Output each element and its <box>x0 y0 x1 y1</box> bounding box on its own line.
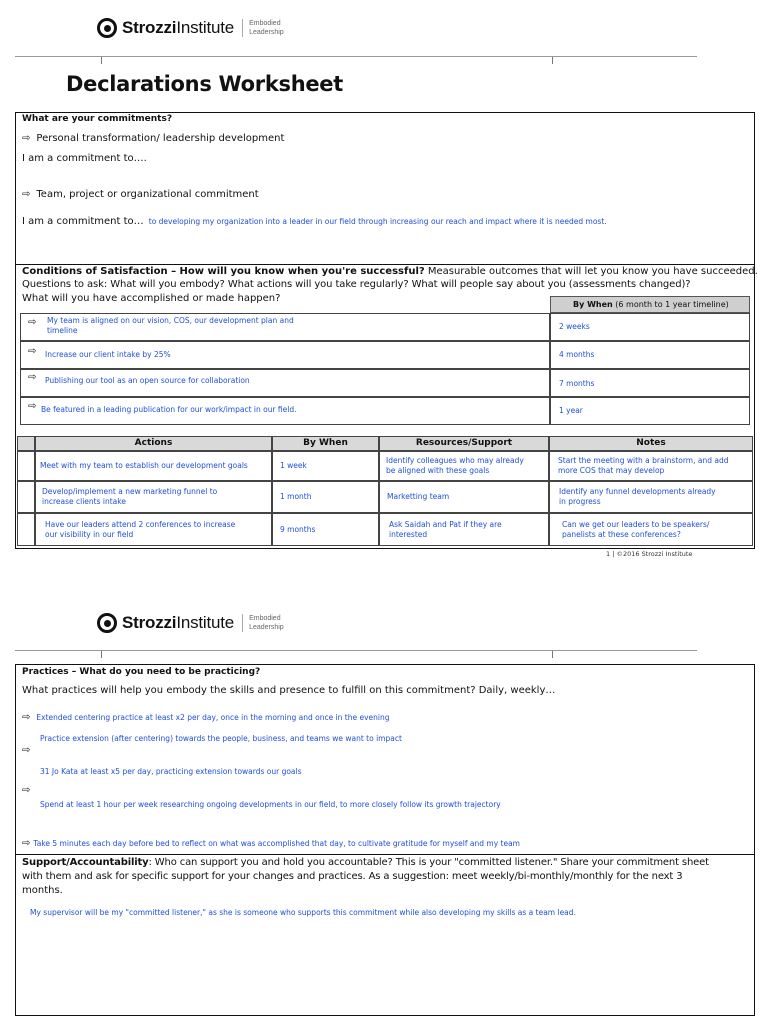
arrow-right-icon: ⇨ <box>28 346 37 357</box>
condition-row <box>20 341 550 369</box>
support-line-2: with them and ask for specific support for your changes and practices. As a suggestion: meet weekly/bi-monthly/monthly for the next 3 <box>22 871 683 882</box>
support-heading: Support/Accountability: Who can support you and hold you accountable? This is your "committed listener." Share your commitment sheet <box>22 857 709 868</box>
team-commitment-line <box>22 209 607 228</box>
logo-tagline: Embodied Leadership <box>242 614 284 632</box>
strozzi-logo <box>97 613 284 633</box>
logo-brand-regular: Institute <box>176 18 235 37</box>
note-cell: Identify any funnel developments already in progress <box>549 481 753 513</box>
logo-brand-bold: Strozzi <box>122 18 177 37</box>
team-commitment-answer: to developing my organization into a leader in our field through increasing our reach and impact where it is needed most. <box>148 217 607 226</box>
logo-circle-icon <box>97 18 117 38</box>
team-commitment-label: ⇨ Team, project or organizational commitment <box>22 189 259 200</box>
commitments-heading: What are your commitments? <box>22 114 173 124</box>
header-rule <box>15 650 697 651</box>
logo-tagline: Embodied Leadership <box>242 19 284 37</box>
arrow-right-icon: ⇨ <box>28 372 37 383</box>
arrow-right-icon: ⇨ <box>22 712 31 723</box>
notes-header: Notes <box>549 436 753 451</box>
arrow-right-icon: ⇨ <box>28 317 37 328</box>
condition-row <box>20 369 550 397</box>
condition-text: My team is aligned on our vision, COS, our development plan and <box>47 316 294 325</box>
action-cell: Develop/implement a new marketing funnel to increase clients intake <box>35 481 272 513</box>
condition-row <box>20 397 550 425</box>
practice-item: 31 Jo Kata at least x5 per day, practicing extension towards our goals <box>40 767 302 776</box>
logo-brand-regular: Institute <box>176 613 235 632</box>
note-cell: Start the meeting with a brainstorm, and add more COS that may develop <box>549 451 753 481</box>
arrow-right-icon: ⇨ <box>22 133 31 144</box>
condition-when: 7 months <box>550 369 750 397</box>
arrow-right-icon: ⇨ <box>22 189 31 200</box>
practices-heading: Practices – What do you need to be practicing? <box>22 667 261 677</box>
header-rule <box>15 56 697 57</box>
strozzi-logo <box>97 18 284 38</box>
resource-cell: Identify colleagues who may already be aligned with these goals <box>379 451 549 481</box>
page-footer: 1 | ©2016 Strozzi Institute <box>606 550 693 558</box>
action-when-cell: 9 months <box>272 513 379 546</box>
practice-item: ⇨ Extended centering practice at least x2 per day, once in the morning and once in the evening <box>22 712 390 723</box>
condition-text: Increase our client intake by 25% <box>45 350 171 359</box>
actions-header: Actions <box>35 436 272 451</box>
conditions-questions: Questions to ask: What will you embody? What actions will you take regularly? What will people say about you (assessments changed)? <box>22 279 691 290</box>
action-when-cell: 1 week <box>272 451 379 481</box>
team-commitment-prompt: I am a commitment to… <box>22 216 144 227</box>
condition-text: timeline <box>47 326 78 335</box>
conditions-heading: Conditions of Satisfaction – How will you know when you're successful? Measurable outcomes that will let you know you have succeeded. <box>22 266 758 277</box>
condition-row <box>20 313 550 341</box>
support-answer: My supervisor will be my "committed listener," as she is someone who supports this commitment while also developing my skills as a team lead. <box>30 908 576 917</box>
action-when-cell: 1 month <box>272 481 379 513</box>
support-line-3: months. <box>22 885 63 896</box>
practice-item: Spend at least 1 hour per week researching ongoing developments in our field, to more closely follow its growth trajectory <box>40 800 501 809</box>
action-cell: Meet with my team to establish our development goals <box>35 451 272 481</box>
header-tick <box>101 651 102 658</box>
condition-text: Be featured in a leading publication for our work/impact in our field. <box>41 405 297 414</box>
personal-commitment-label: ⇨ Personal transformation/ leadership development <box>22 133 285 144</box>
condition-text: Publishing our tool as an open source for collaboration <box>45 376 250 385</box>
arrow-right-icon: ⇨ <box>22 745 31 756</box>
practice-item: Practice extension (after centering) towards the people, business, and teams we want to impact <box>40 734 402 743</box>
conditions-accomplished: What will you have accomplished or made happen? <box>22 293 281 304</box>
practices-prompt: What practices will help you embody the skills and presence to fulfill on this commitment? Daily, weekly… <box>22 685 556 696</box>
condition-when: 1 year <box>550 397 750 425</box>
by-when-column-header: By When <box>272 436 379 451</box>
arrow-right-icon: ⇨ <box>22 785 31 796</box>
action-cell: Have our leaders attend 2 conferences to increase our visibility in our field <box>35 513 272 546</box>
arrow-right-icon: ⇨ <box>28 401 37 412</box>
header-tick <box>552 57 553 64</box>
practice-item: ⇨ Take 5 minutes each day before bed to reflect on what was accomplished that day, to cultivate gratitude for myself and my team <box>22 838 520 849</box>
condition-when: 2 weeks <box>550 313 750 341</box>
header-tick <box>552 651 553 658</box>
logo-brand-bold: Strozzi <box>122 613 177 632</box>
condition-when: 4 months <box>550 341 750 369</box>
note-cell: Can we get our leaders to be speakers/ panelists at these conferences? <box>549 513 753 546</box>
arrow-right-icon: ⇨ <box>22 838 31 849</box>
resource-cell: Marketting team <box>379 481 549 513</box>
logo-circle-icon <box>97 613 117 633</box>
resources-header: Resources/Support <box>379 436 549 451</box>
by-when-header: By When (6 month to 1 year timeline) <box>550 296 750 313</box>
header-tick <box>101 57 102 64</box>
page-title: Declarations Worksheet <box>66 72 343 96</box>
resource-cell: Ask Saidah and Pat if they are interested <box>379 513 549 546</box>
personal-commitment-prompt: I am a commitment to…. <box>22 153 147 164</box>
